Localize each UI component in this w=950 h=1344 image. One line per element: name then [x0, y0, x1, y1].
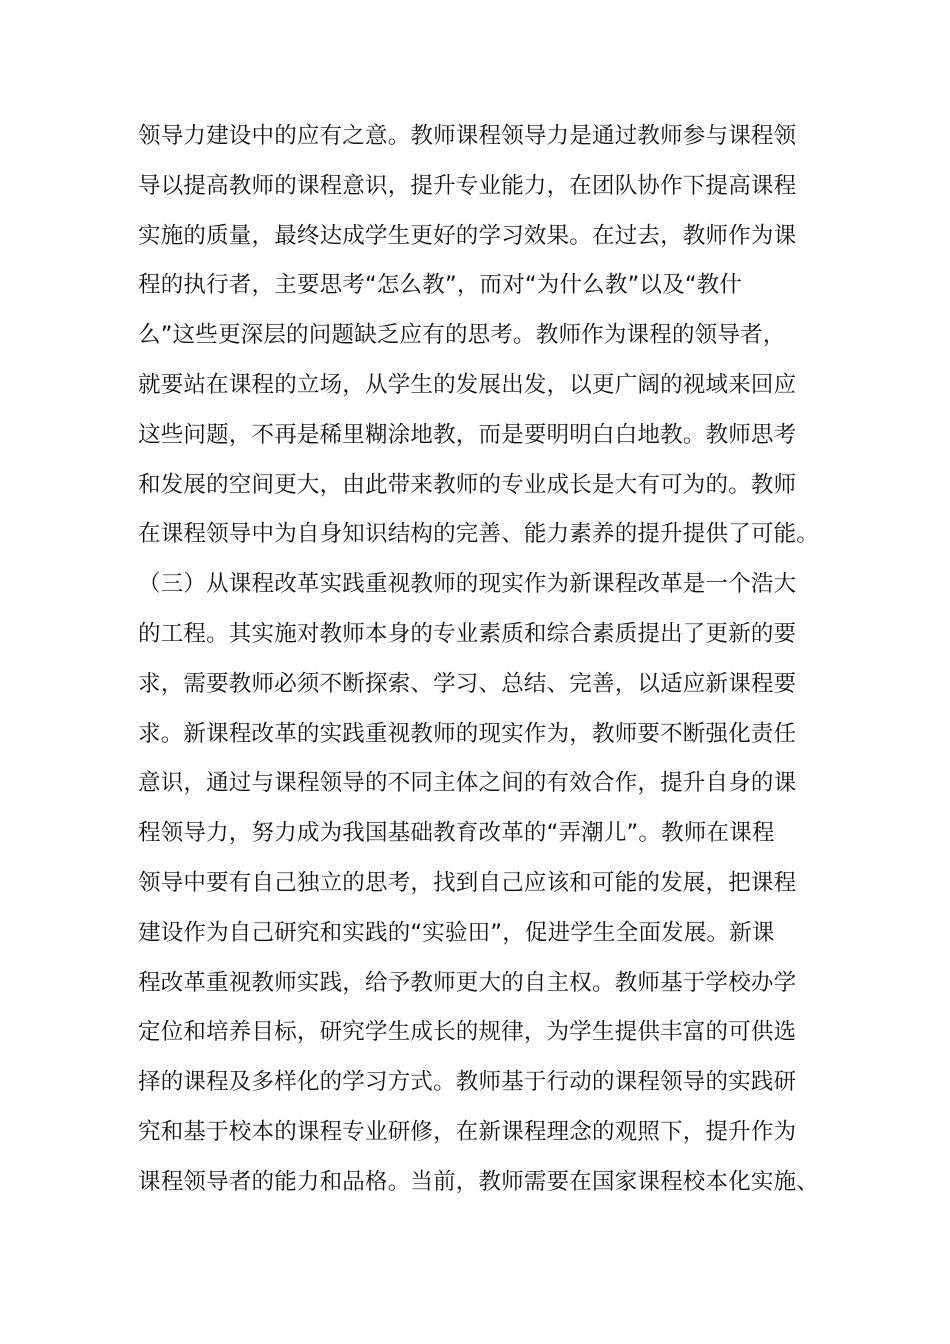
text-line: 定位和培养目标，研究学生成长的规律，为学生提供丰富的可供选	[138, 1019, 797, 1046]
text-line: 领导力建设中的应有之意。教师课程领导力是通过教师参与课程领	[138, 123, 797, 149]
text-line: 么”这些更深层的问题缺乏应有的思考。教师作为课程的领导者，	[138, 322, 786, 349]
text-line: 课程领导者的能力和品格。当前，教师需要在国家课程校本化实施、	[138, 1168, 820, 1195]
text-line: 实施的质量，最终达成学生更好的学习效果。在过去，教师作为课	[138, 222, 797, 249]
text-line: 建设作为自己研究和实践的“实验田”，促进学生全面发展。新课	[138, 919, 775, 946]
text-line: 领导中要有自己独立的思考，找到自己应该和可能的发展，把课程	[138, 869, 797, 896]
text-line: 意识，通过与课程领导的不同主体之间的有效合作，提升自身的课	[138, 770, 797, 797]
text-line: 程改革重视教师实践，给予教师更大的自主权。教师基于学校办学	[138, 969, 797, 996]
text-line: 程的执行者，主要思考“怎么教”，而对“为什么教”以及“教什	[138, 272, 743, 299]
text-line: 就要站在课程的立场，从学生的发展出发，以更广阔的视域来回应	[138, 371, 797, 398]
text-line: 和发展的空间更大，由此带来教师的专业成长是大有可为的。教师	[138, 471, 797, 498]
text-line: 在课程领导中为自身知识结构的完善、能力素养的提升提供了可能。	[138, 521, 820, 548]
text-line: 的工程。其实施对教师本身的专业素质和综合素质提出了更新的要	[138, 620, 797, 647]
text-line: 究和基于校本的课程专业研修，在新课程理念的观照下，提升作为	[138, 1118, 797, 1145]
text-line: 求，需要教师必须不断探索、学习、总结、完善，以适应新课程要	[138, 670, 797, 697]
text-line: 程领导力，努力成为我国基础教育改革的“弄潮儿”。教师在课程	[138, 820, 775, 847]
section-heading-line: （三）从课程改革实践重视教师的现实作为新课程改革是一个浩大	[138, 571, 797, 598]
text-line: 这些问题，不再是稀里糊涂地教，而是要明明白白地教。教师思考	[138, 421, 797, 448]
text-line: 择的课程及多样化的学习方式。教师基于行动的课程领导的实践研	[138, 1069, 797, 1096]
text-line: 导以提高教师的课程意识，提升专业能力，在团队协作下提高课程	[138, 172, 797, 199]
text-line: 求。新课程改革的实践重视教师的现实作为，教师要不断强化责任	[138, 720, 797, 747]
body-text	[138, 112, 818, 1208]
